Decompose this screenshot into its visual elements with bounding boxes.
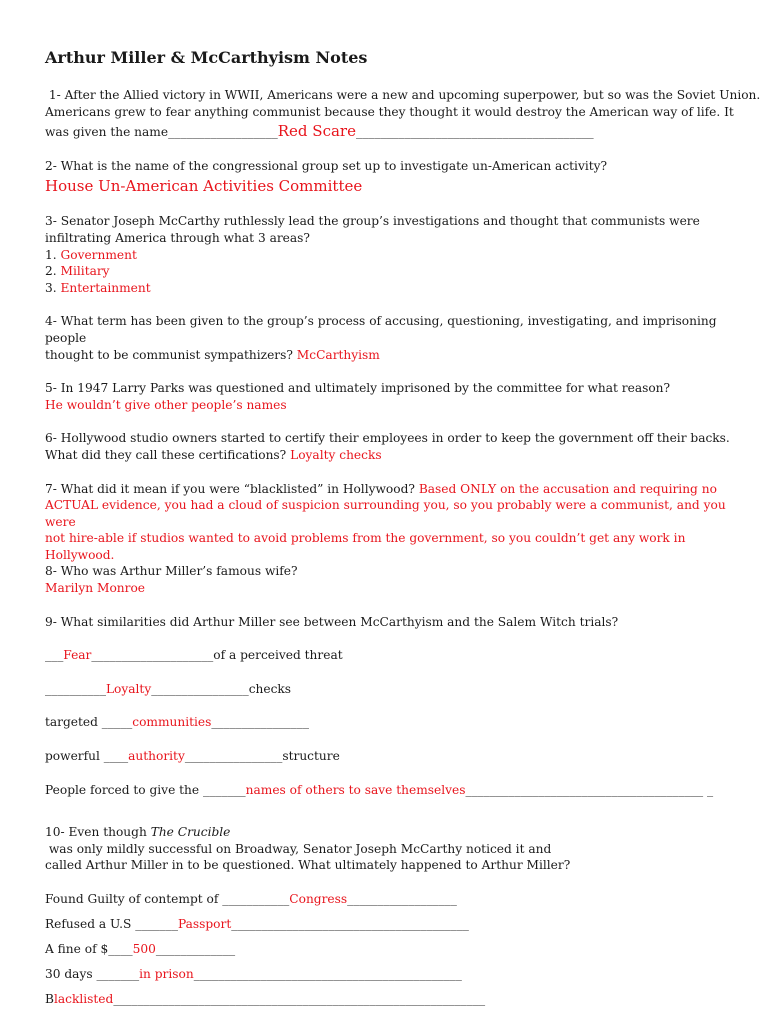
question-4-line-b: thought to be communist sympathizers? McCarthyism: [45, 347, 380, 362]
question-6-answer: Loyalty checks: [290, 447, 382, 462]
question-1-fill: [45, 123, 735, 141]
question-5-answer: He wouldn’t give other people’s names: [45, 397, 287, 412]
question-3-answer-2: Military: [60, 264, 110, 279]
question-5-text: 5- In 1947 Larry Parks was questioned and ultimately imprisoned by the committee for what reason?: [45, 381, 671, 396]
question-4: [45, 313, 735, 363]
question-1-text-b: Americans grew to fear anything communist because they thought it would destroy the American way of life. It: [45, 104, 734, 119]
question-9-fill-2: __________Loyalty________________checks: [45, 681, 292, 696]
question-3: [45, 213, 735, 296]
blank-line: __________________: [168, 125, 278, 140]
question-2-answer: House Un-American Activities Committee: [45, 177, 363, 196]
question-10-fill-5: Blacklisted_____________________________________________________________: [45, 992, 486, 1007]
question-9-fill-5: People forced to give the _______names of others to save themselves_______________________________________ _: [45, 782, 714, 797]
question-1: [45, 87, 761, 141]
question-2-text: 2- What is the name of the congressional group set up to investigate un-American activity?: [45, 158, 608, 173]
question-9-text: 9- What similarities did Arthur Miller see between McCarthyism and the Salem Witch trials?: [45, 614, 619, 629]
question-10-answer-5: lacklisted: [53, 992, 114, 1007]
question-1-prefix: was given the name: [45, 125, 169, 140]
question-10-answer-1: Congress: [289, 892, 348, 906]
question-3-text-a: 3- Senator Joseph McCarthy ruthlessly lead the group’s investigations and thought that communists were: [45, 214, 700, 229]
question-9-answer-2: Loyalty: [105, 681, 152, 696]
question-9-answer-4: authority: [128, 749, 185, 764]
question-7-line-a: 7- What did it mean if you were “blacklisted” in Hollywood? Based ONLY on the accusation and requiring no: [45, 481, 717, 496]
question-7-answer-b: ACTUAL evidence, you had a cloud of suspicion surrounding you, so you probably were a communist, and you were: [45, 498, 726, 529]
question-7-answer-d: Hollywood.: [45, 547, 115, 562]
question-9-answer-1: Fear: [63, 648, 92, 663]
question-8: [45, 563, 735, 596]
question-10-text-b: called Arthur Miller in to be questioned. What ultimately happened to Arthur Miller?: [45, 858, 571, 873]
question-10-answer-3: 500: [132, 942, 156, 957]
question-7-answer-a: Based ONLY on the accusation and requiring no: [418, 481, 717, 496]
question-10-answer-2: Passport: [177, 917, 232, 932]
question-6-text-a: 6- Hollywood studio owners started to certify their employees in order to keep the government off their backs.: [45, 431, 730, 446]
question-4-answer: McCarthyism: [296, 347, 380, 362]
question-3-text-b: infiltrating America through what 3 areas?: [45, 230, 310, 245]
question-7: [45, 481, 735, 564]
question-10: [45, 824, 735, 1008]
list-item: 1. Government: [45, 247, 137, 262]
question-5: [45, 380, 735, 413]
worksheet-page: [45, 48, 761, 1008]
question-9: [45, 614, 735, 799]
question-9-fill-3: targeted _____communities________________: [45, 715, 309, 730]
question-9-fill-4: powerful ____authority________________structure: [45, 749, 340, 764]
question-10-answer-4: in prison: [139, 967, 194, 982]
list-item: 2. Military: [45, 264, 110, 279]
question-6: [45, 430, 735, 463]
question-10-fill-4: 30 days _______in prison____________________________________________: [45, 967, 462, 982]
question-4-text-a: 4- What term has been given to the group’s process of accusing, questioning, investigating, and imprisoning people: [45, 314, 717, 345]
page-title: Arthur Miller & McCarthyism Notes: [45, 48, 368, 67]
question-8-answer: Marilyn Monroe: [45, 581, 146, 596]
question-2: [45, 158, 735, 197]
question-10-fill-2: Refused a U.S _______Passport_______________________________________: [45, 917, 469, 932]
blank-line: _______________________________________: [355, 125, 594, 140]
question-9-answer-3: communities: [132, 715, 212, 730]
question-7-answer-c: not hire-able if studios wanted to avoid problems from the government, so you couldn’t get any work in: [45, 531, 686, 546]
question-8-text: 8- Who was Arthur Miller’s famous wife?: [45, 564, 298, 579]
question-10-text-a: 10- Even though The Crucible was only mildly successful on Broadway, Senator Joseph McCarthy noticed it and: [45, 825, 552, 856]
question-1-text-a: 1- After the Allied victory in WWII, Americans were a new and upcoming superpower, but so was the Soviet Union.: [45, 88, 761, 102]
question-9-answer-5: names of others to save themselves: [245, 782, 466, 797]
question-10-fill-1: Found Guilty of contempt of ___________Congress__________________: [45, 892, 457, 906]
question-3-answer-3: Entertainment: [60, 280, 151, 295]
play-title: The Crucible: [150, 825, 231, 840]
question-6-line-b: What did they call these certifications? Loyalty checks: [45, 447, 382, 462]
question-3-answer-1: Government: [60, 247, 137, 262]
question-10-fill-3: A fine of $____500_____________: [45, 942, 236, 957]
question-9-fill-1: ___Fear____________________of a perceived threat: [45, 648, 343, 663]
list-item: 3. Entertainment: [45, 280, 151, 295]
question-1-answer: Red Scare: [277, 122, 356, 141]
